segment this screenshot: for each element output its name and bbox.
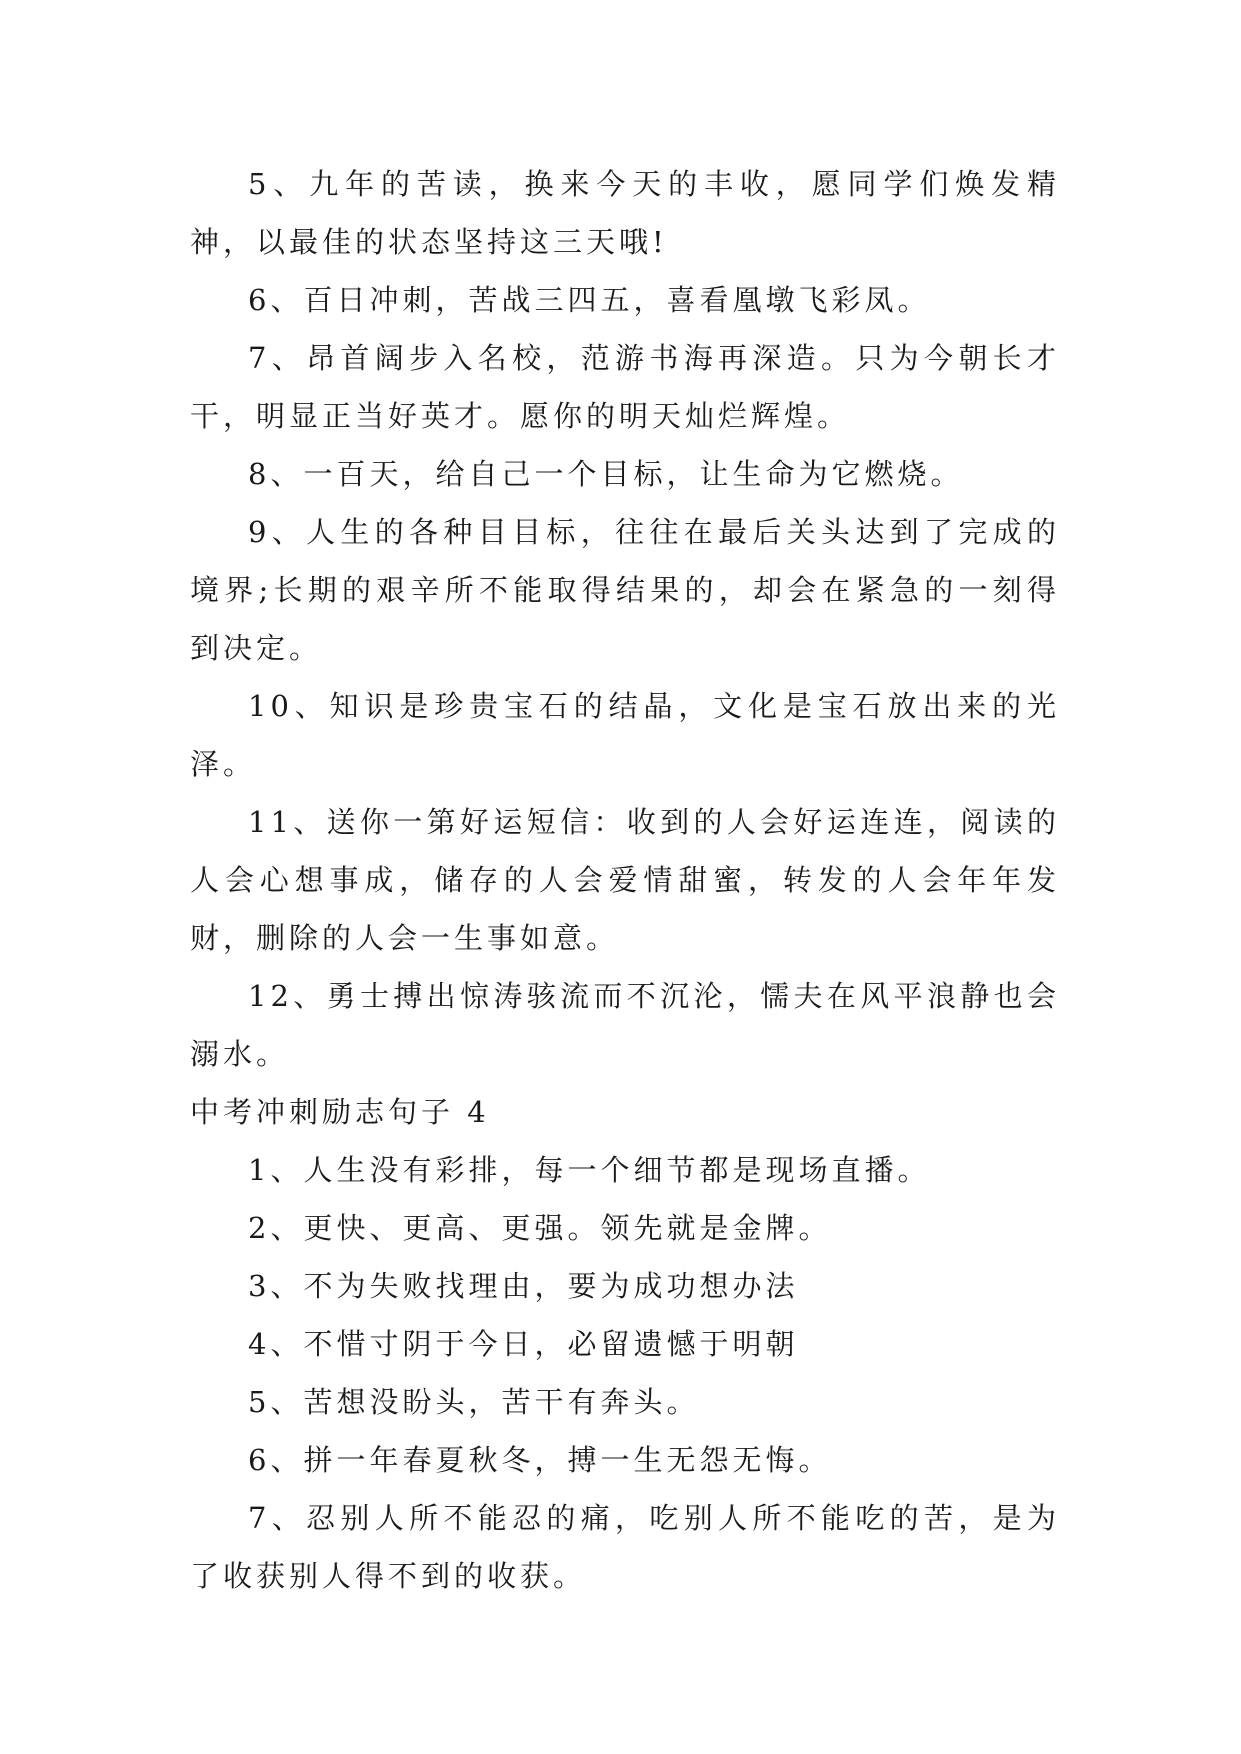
paragraph: 12、勇士搏出惊涛骇流而不沉沦，懦夫在风平浪静也会溺水。 <box>190 979 1060 1071</box>
paragraph: 6、拼一年春夏秋冬，搏一生无怨无悔。 <box>248 1443 832 1477</box>
paragraph: 8、一百天，给自己一个目标，让生命为它燃烧。 <box>248 457 964 491</box>
paragraph: 5、苦想没盼头，苦干有奔头。 <box>248 1385 700 1419</box>
document-page <box>190 155 1060 1605</box>
paragraph: 2、更快、更高、更强。领先就是金牌。 <box>248 1211 832 1245</box>
paragraph: 9、人生的各种目目标，往往在最后关头达到了完成的境界;长期的艰辛所不能取得结果的，却会在紧急的一刻得到决定。 <box>190 515 1060 665</box>
section-heading: 中考冲刺励志句子 4 <box>190 1095 490 1129</box>
paragraph: 6、百日冲刺，苦战三四五，喜看凰墩飞彩凤。 <box>248 283 931 317</box>
paragraph: 11、送你一第好运短信：收到的人会好运连连，阅读的人会心想事成，储存的人会爱情甜蜜，转发的人会年年发财，删除的人会一生事如意。 <box>190 805 1060 955</box>
paragraph: 10、知识是珍贵宝石的结晶，文化是宝石放出来的光泽。 <box>190 689 1060 781</box>
paragraph: 5、九年的苦读，换来今天的丰收，愿同学们焕发精神，以最佳的状态坚持这三天哦! <box>190 167 1060 259</box>
paragraph: 7、昂首阔步入名校，范游书海再深造。只为今朝长才干，明显正当好英才。愿你的明天灿烂辉煌。 <box>190 341 1060 433</box>
paragraph: 7、忍别人所不能忍的痛，吃别人所不能吃的苦，是为了收获别人得不到的收获。 <box>190 1501 1060 1593</box>
paragraph: 4、不惜寸阴于今日，必留遗憾于明朝 <box>248 1327 799 1361</box>
paragraph: 1、人生没有彩排，每一个细节都是现场直播。 <box>248 1153 931 1187</box>
paragraph: 3、不为失败找理由，要为成功想办法 <box>248 1269 799 1303</box>
